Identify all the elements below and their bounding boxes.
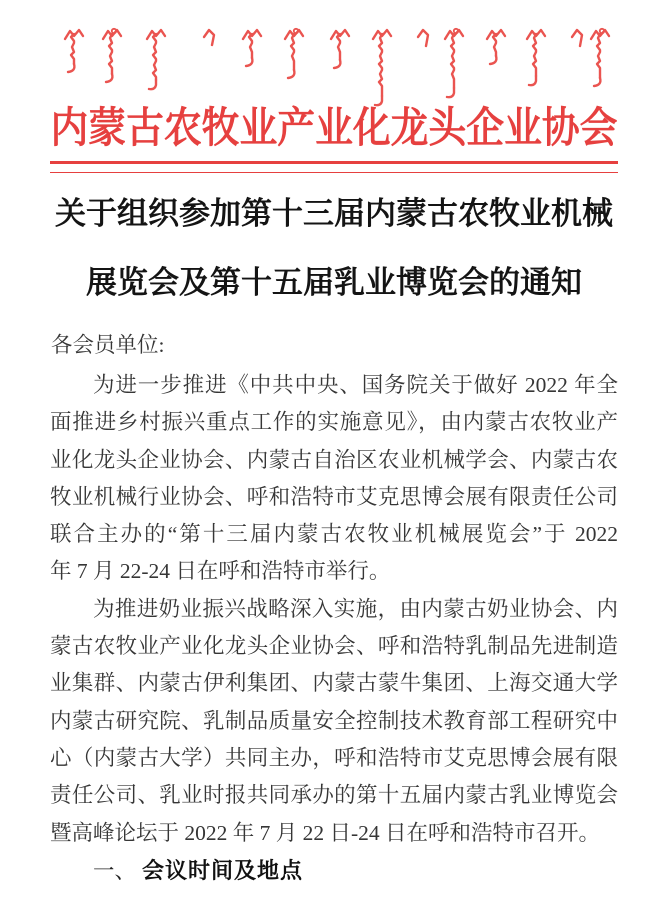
section-heading-text: 会议时间及地点	[142, 857, 304, 883]
body-text-line: 为进一步推进《中共中央、国务院关于做好 2022 年全	[93, 373, 618, 397]
body-text-line: 面推进乡村振兴重点工作的实施意见》，由内蒙古农牧业产	[50, 410, 618, 435]
section-heading-number: 一、	[93, 858, 137, 883]
body-text-line: 业集群、内蒙古伊利集团、内蒙古蒙牛集团、上海交通大学	[50, 671, 618, 696]
header-double-rule	[50, 161, 618, 173]
body-text-line: 联合主办的“第十三届内蒙古农牧业机械展览会”于 2022	[50, 522, 618, 547]
body-text	[50, 367, 618, 889]
body-text-line: 年 7 月 22-24 日在呼和浩特市举行。	[50, 559, 391, 584]
body-text-line: 暨高峰论坛于 2022 年 7 月 22 日-24 日在呼和浩特市召开。	[50, 820, 601, 845]
body-text-line: 内蒙古研究院、乳制品质量安全控制技术教育部工程研究中	[50, 708, 618, 733]
org-name-title: 内蒙古农牧业产业化龙头企业协会	[50, 106, 618, 152]
body-text-line: 为推进奶业振兴战略深入实施，由内蒙古奶业协会、内	[93, 596, 618, 621]
body-text-line: 责任公司、乳业时报共同承办的第十五届内蒙古乳业博览会	[50, 783, 618, 808]
doc-title-line-2: 展览会及第十五届乳业博览会的通知	[86, 265, 582, 300]
salutation: 各会员单位:	[51, 333, 165, 357]
body-text-line: 业化龙头企业协会、内蒙古自治区农业机械学会、内蒙古农	[50, 447, 618, 472]
doc-title-line-1: 关于组织参加第十三届内蒙古农牧业机械	[55, 196, 613, 231]
section-heading	[50, 852, 618, 889]
body-text-line: 蒙古农牧业产业化龙头企业协会、呼和浩特乳制品先进制造	[50, 634, 618, 659]
body-text-line: 心（内蒙古大学）共同主办，呼和浩特市艾克思博会展有限	[50, 745, 618, 770]
body-text-line: 牧业机械行业协会、呼和浩特市艾克思博会展有限责任公司	[50, 484, 618, 509]
